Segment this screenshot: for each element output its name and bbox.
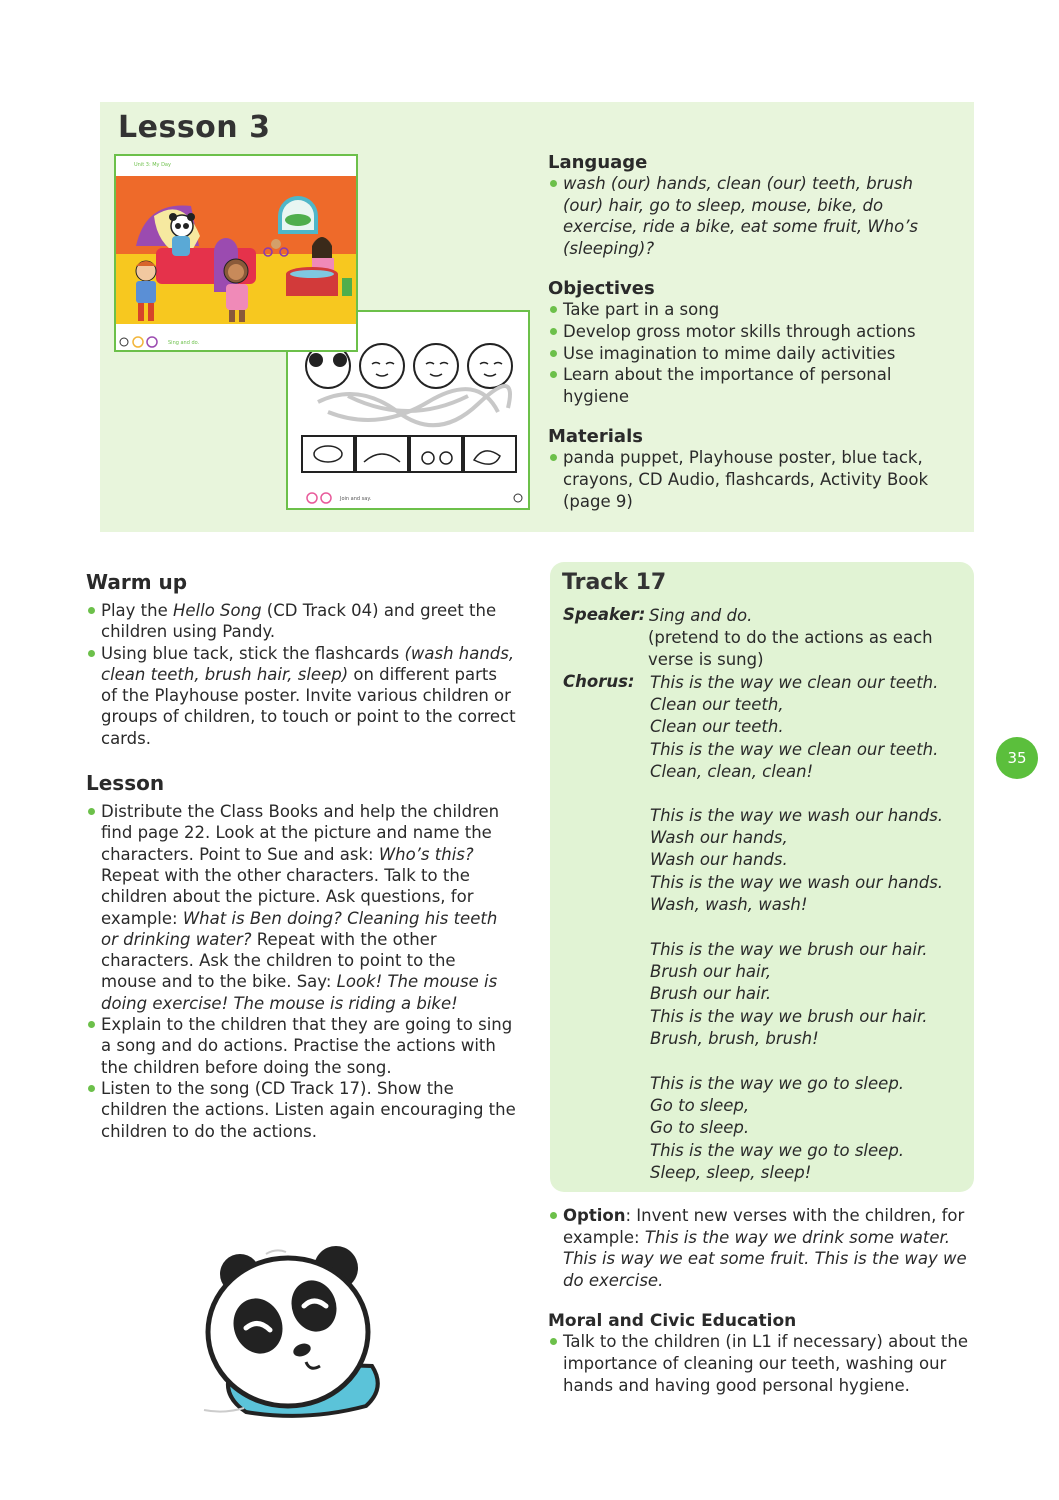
language-text: wash (our) hands, clean (our) teeth, brush (our) hair, go to sleep, mouse, bike, do exercise, ride a bike, eat some fruit, Who’s (sleeping)?: [548, 173, 958, 259]
lyric-line: Wash our hands.: [650, 850, 788, 870]
speaker-note: (pretend to do the actions as each verse is sung): [648, 628, 933, 670]
text-run: Distribute the Class Books and help the children find page 22. Look at the picture and name the characters. Point to Sue and ask:: [101, 802, 500, 864]
song-verse: [650, 672, 938, 783]
thumbnail-header-text: Unit 3: My Day: [134, 162, 171, 168]
panda-icon: [196, 1232, 396, 1422]
chorus-label: Chorus:: [563, 672, 635, 691]
lyric-line: This is the way we brush our hair.: [650, 940, 928, 959]
lyric-line: This is the way we clean our teeth.: [650, 739, 939, 759]
lesson-item: Listen to the song (CD Track 17). Show the children the actions. Listen again encouraging the children to do the actions.: [86, 1078, 516, 1142]
class-book-thumbnail: [114, 154, 358, 352]
text-run: Using blue tack, stick the flashcards: [101, 643, 405, 663]
lesson-section-title: Lesson: [86, 771, 165, 796]
objective-item: Use imagination to mime daily activities: [548, 343, 958, 365]
thumbnail2-footer-text: Join and say.: [340, 496, 372, 502]
moral-title: Moral and Civic Education: [548, 1311, 797, 1332]
lesson-item: Explain to the children that they are going to sing a song and do actions. Practise the actions with the children before doing the song.: [86, 1014, 516, 1078]
option-list: [548, 1205, 968, 1291]
materials-text: panda puppet, Playhouse poster, blue tack, crayons, CD Audio, flashcards, Activity Book (page 9): [548, 447, 958, 512]
lyric-line: Go to sleep,: [650, 1096, 750, 1116]
text-run: Play the: [101, 601, 173, 620]
lyric-line: Clean our teeth,: [650, 695, 784, 715]
flashcard-names: (wash hands, clean teeth, brush hair, sleep): [101, 643, 515, 684]
text-run: This is the way we drink some water. This is way we eat some fruit. This is the way we do exercise.: [563, 1227, 967, 1290]
text-run: : Invent new verses with the children, for example:: [563, 1206, 965, 1247]
materials-section: [548, 426, 958, 512]
moral-text: Talk to the children (in L1 if necessary) about the importance of cleaning our teeth, washing our hands and having good personal hygiene.: [548, 1331, 968, 1396]
text-run: Who’s this?: [378, 844, 474, 864]
option-label: Option: [563, 1206, 626, 1225]
lyric-line: This is the way we clean our teeth.: [650, 673, 939, 692]
lesson-overview: [548, 152, 958, 531]
thumbnail-footer-text: Sing and do.: [168, 340, 200, 346]
materials-title: Materials: [548, 426, 643, 448]
option-item: [548, 1205, 968, 1291]
objectives-section: [548, 278, 958, 407]
language-title: Language: [548, 152, 648, 173]
objective-item: Take part in a song: [548, 299, 958, 321]
page-number-badge: 35: [996, 737, 1038, 779]
lyric-line: This is the way we go to sleep.: [650, 1140, 905, 1160]
warm-up-list: [86, 600, 516, 749]
lyric-line: Clean our teeth.: [650, 717, 784, 737]
track-title: Track 17: [562, 570, 667, 595]
lyric-line: This is the way we wash our hands.: [650, 872, 944, 892]
lyric-line: Clean, clean, clean!: [650, 761, 814, 781]
language-section: [548, 152, 958, 259]
option-and-moral: [548, 1205, 968, 1396]
lyric-line: Brush our hair,: [650, 962, 772, 982]
song-title: Hello Song: [172, 601, 262, 620]
warm-up-item: [86, 600, 516, 643]
lyric-line: This is the way we brush our hair.: [650, 1006, 928, 1026]
warm-up-item: [86, 643, 516, 749]
lyric-line: Go to sleep.: [650, 1118, 750, 1138]
procedure-column: [86, 570, 516, 1142]
lesson-list: [86, 801, 516, 1142]
lyric-line: Sleep, sleep, sleep!: [650, 1162, 812, 1182]
text-run: (CD Track 04) and greet the children using Pandy.: [101, 601, 497, 642]
objective-item: Develop gross motor skills through actions: [548, 321, 958, 343]
lyric-line: This is the way we go to sleep.: [650, 1074, 905, 1093]
lesson-title: Lesson 3: [118, 110, 271, 145]
lyric-line: This is the way we wash our hands.: [650, 806, 944, 825]
text-run: Repeat with the other characters. Talk to the children about the picture. Ask questions, for example:: [101, 865, 474, 928]
text-run: What is Ben doing? Cleaning his teeth or drinking water?: [101, 908, 498, 949]
lyric-line: Brush, brush, brush!: [650, 1028, 819, 1048]
text-run: Look! The mouse is doing exercise! The mouse is riding a bike!: [101, 972, 498, 1013]
song-verse: [650, 939, 927, 1050]
text-run: on different parts of the Playhouse poster. Invite various children or groups of children, to touch or point to the correct cards.: [101, 664, 516, 748]
song-verse: [650, 805, 943, 916]
speaker-text: Sing and do.: [649, 606, 753, 625]
lesson-item: [86, 801, 516, 1014]
song-verse: [650, 1073, 904, 1184]
text-run: Repeat with the other characters. Ask the children to point to the mouse and to the bike. Say:: [101, 929, 456, 992]
lyric-line: Brush our hair.: [650, 984, 772, 1004]
class-book-illustration: [116, 156, 356, 350]
warm-up-title: Warm up: [86, 570, 188, 594]
lyric-line: Wash, wash, wash!: [650, 894, 808, 914]
objective-item: Learn about the importance of personal hygiene: [548, 364, 958, 407]
objectives-title: Objectives: [548, 278, 655, 300]
speaker-label: Speaker:: [563, 605, 646, 624]
lyric-line: Wash our hands,: [650, 828, 788, 848]
